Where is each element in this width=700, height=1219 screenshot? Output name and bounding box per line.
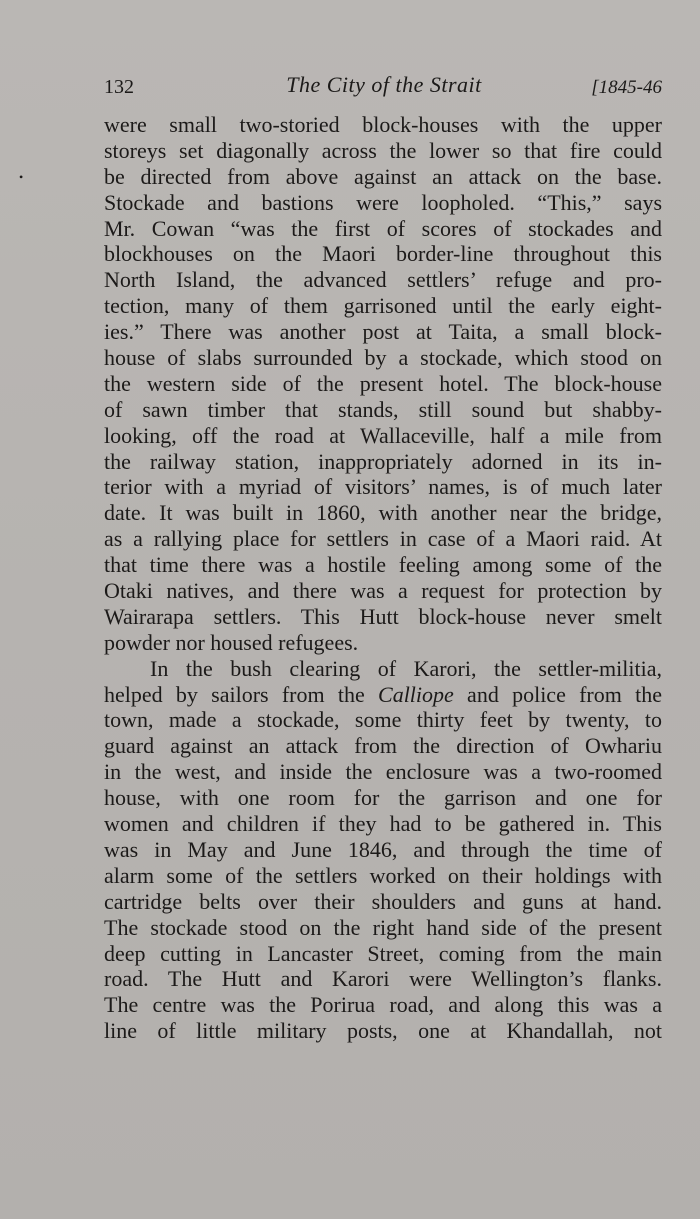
text-line: the railway station, inappropriately adorned in its in- — [104, 448, 662, 474]
text-line: helped by sailors from the Calliope and police from the — [104, 681, 662, 707]
text-line: house of slabs surrounded by a stockade, which stood on — [104, 345, 662, 371]
text-line: powder nor housed refugees. — [104, 629, 359, 655]
text-line: Otaki natives, and there was a request for protection by — [104, 578, 662, 604]
text-line: The centre was the Porirua road, and along this was a — [104, 992, 662, 1018]
ship-name: Calliope — [378, 681, 454, 707]
text-line: storeys set diagonally across the lower so that fire could — [104, 137, 662, 163]
text-line: alarm some of the settlers worked on their holdings with — [104, 862, 662, 888]
text-line: house, with one room for the garrison and one for — [104, 785, 662, 811]
text-line: line of little military posts, one at Khandallah, not — [104, 1018, 662, 1044]
text-line: North Island, the advanced settlers’ refuge and pro- — [104, 267, 662, 293]
text-line: In the bush clearing of Karori, the settler-militia, — [150, 655, 662, 681]
text-line: tection, many of them garrisoned until the early eight- — [104, 293, 662, 319]
text-line: of sawn timber that stands, still sound but shabby- — [104, 396, 662, 422]
text-line: that time there was a hostile feeling among some of the — [104, 552, 662, 578]
text-line: date. It was built in 1860, with another near the bridge, — [104, 500, 662, 526]
text-line: terior with a myriad of visitors’ names, is of much later — [104, 474, 662, 500]
text-line: Stockade and bastions were loopholed. “This,” says — [104, 189, 662, 215]
text-line: Wairarapa settlers. This Hutt block-house never smelt — [104, 603, 662, 629]
text-line: women and children if they had to be gathered in. This — [104, 811, 662, 837]
text-line: ies.” There was another post at Taita, a small block- — [104, 319, 662, 345]
page-header — [104, 72, 664, 102]
text-line: was in May and June 1846, and through the time of — [104, 836, 662, 862]
text-line: deep cutting in Lancaster Street, coming from the main — [104, 940, 662, 966]
text-line: road. The Hutt and Karori were Wellington’s flanks. — [104, 966, 662, 992]
page-number: 132 — [104, 76, 134, 98]
text-line: Mr. Cowan “was the first of scores of stockades and — [104, 215, 662, 241]
text-line: the western side of the present hotel. The block-house — [104, 370, 662, 396]
text-line: town, made a stockade, some thirty feet by twenty, to — [104, 707, 662, 733]
date-range: [1845-46 — [591, 77, 662, 98]
text-line: cartridge belts over their shoulders and guns at hand. — [104, 888, 662, 914]
text-line: in the west, and inside the enclosure was a two-roomed — [104, 759, 662, 785]
text-line: The stockade stood on the right hand side of the present — [104, 914, 662, 940]
margin-mark: • — [19, 170, 24, 184]
text-line: were small two-storied block-houses with the upper — [104, 112, 662, 137]
text-line: as a rallying place for settlers in case of a Maori raid. At — [104, 526, 662, 552]
body-text — [104, 112, 662, 1044]
text-line: guard against an attack from the direction of Owhariu — [104, 733, 662, 759]
running-title: The City of the Strait — [286, 72, 482, 97]
text-line: be directed from above against an attack on the base. — [104, 163, 662, 189]
text-line: looking, off the road at Wallaceville, half a mile from — [104, 422, 662, 448]
text-line: blockhouses on the Maori border-line throughout this — [104, 241, 662, 267]
